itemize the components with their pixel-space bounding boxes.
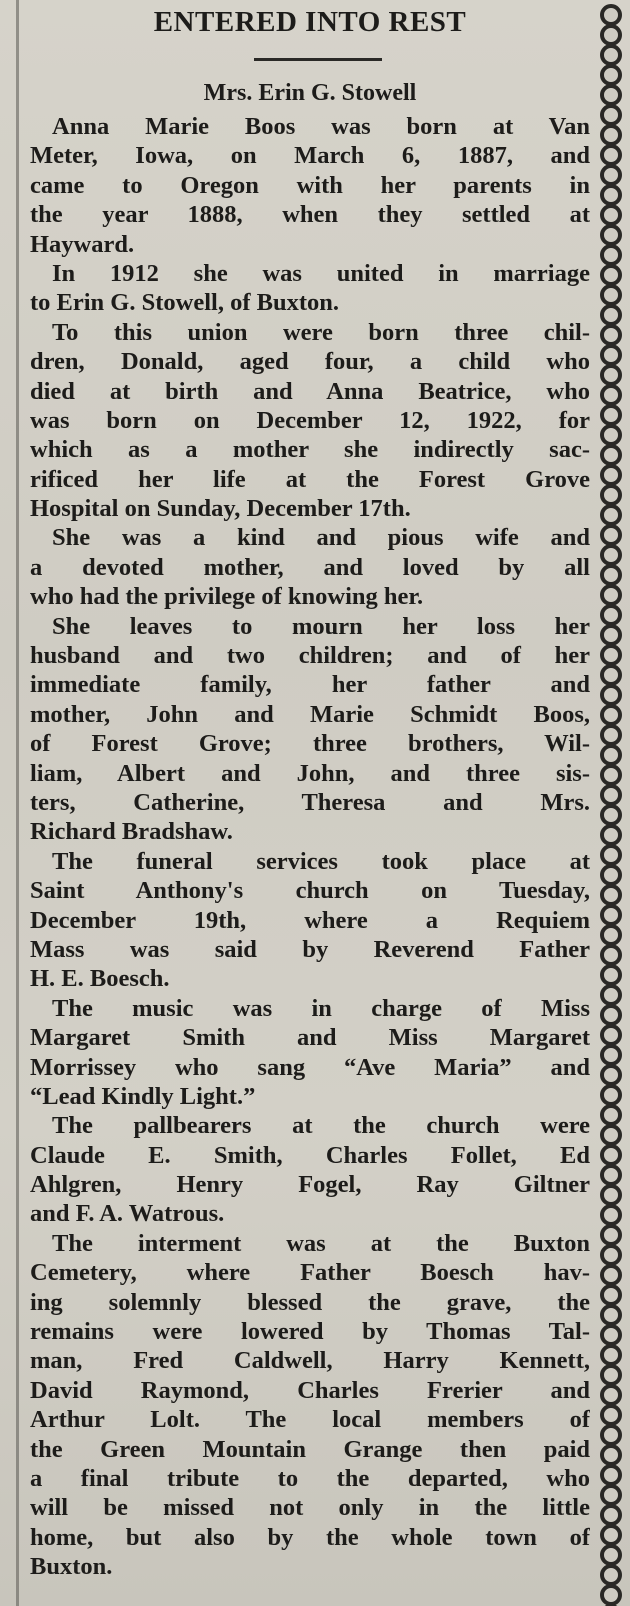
border-ring (600, 984, 622, 1006)
border-ring (600, 564, 622, 586)
text-line: dren, Donald, aged four, a child who (30, 348, 590, 376)
text-line: was born on December 12, 1922, for (30, 406, 590, 434)
text-line: which as a mother she indirectly sac- (30, 436, 590, 464)
text-line: She was a kind and pious wife and (52, 524, 590, 552)
border-ring (600, 704, 622, 726)
text-line: Meter, Iowa, on March 6, 1887, and (30, 142, 590, 170)
border-ring (600, 1564, 622, 1586)
text-line: rificed her life at the Forest Grove (30, 465, 590, 493)
border-ring (600, 544, 622, 566)
text-line: Mass was said by Reverend Father (30, 935, 590, 963)
border-ring (600, 1124, 622, 1146)
text-line: the year 1888, when they settled at (30, 201, 590, 229)
border-ring (600, 964, 622, 986)
border-ring (600, 1424, 622, 1446)
border-ring (600, 624, 622, 646)
text-line: Richard Bradshaw. (30, 818, 233, 846)
border-ring (600, 1104, 622, 1126)
border-ring (600, 404, 622, 426)
text-line: Ahlgren, Henry Fogel, Ray Giltner (30, 1171, 590, 1199)
text-line: Saint Anthony's church on Tuesday, (30, 877, 590, 905)
border-ring (600, 644, 622, 666)
border-ring (600, 1084, 622, 1106)
text-line: The funeral services took place at (52, 847, 590, 875)
border-ring (600, 124, 622, 146)
text-line: man, Fred Caldwell, Harry Kennett, (30, 1347, 590, 1375)
border-ring (600, 884, 622, 906)
border-ring (600, 824, 622, 846)
paragraph (30, 847, 590, 994)
border-ring (600, 1064, 622, 1086)
border-ring (600, 1324, 622, 1346)
border-ring (600, 284, 622, 306)
border-ring (600, 484, 622, 506)
text-line: The pallbearers at the church were (52, 1112, 590, 1140)
text-line: Anna Marie Boos was born at Van (52, 113, 590, 140)
column-rule-left (16, 0, 19, 1606)
border-ring (600, 1524, 622, 1546)
border-ring (600, 44, 622, 66)
border-ring (600, 1164, 622, 1186)
text-line: Hayward. (30, 230, 135, 258)
paragraph (30, 318, 590, 524)
border-ring (600, 344, 622, 366)
border-ring (600, 1504, 622, 1526)
border-ring (600, 24, 622, 46)
border-ring (600, 1344, 622, 1366)
text-line: mother, John and Marie Schmidt Boos, (30, 700, 590, 728)
text-line: a devoted mother, and loved by all (30, 553, 590, 581)
border-ring (600, 1544, 622, 1566)
obituary-body (30, 112, 590, 1582)
border-ring (600, 724, 622, 746)
text-line: and F. A. Watrous. (30, 1200, 225, 1228)
text-line: came to Oregon with her parents in (30, 171, 590, 199)
border-ring (600, 424, 622, 446)
text-line: Claude E. Smith, Charles Follet, Ed (30, 1141, 590, 1169)
border-ring (600, 384, 622, 406)
border-ring (600, 764, 622, 786)
text-line: In 1912 she was united in marriage (52, 259, 590, 287)
border-ring (600, 684, 622, 706)
border-ring (600, 904, 622, 926)
border-ring (600, 1484, 622, 1506)
border-ring (600, 844, 622, 866)
border-ring (600, 1184, 622, 1206)
text-line: immediate family, her father and (30, 671, 590, 699)
border-ring (600, 304, 622, 326)
border-ring (600, 164, 622, 186)
text-line: a final tribute to the departed, who (30, 1464, 590, 1492)
paragraph (30, 612, 590, 847)
text-line: who had the privilege of knowing her. (30, 583, 424, 611)
text-line: Margaret Smith and Miss Margaret (30, 1024, 590, 1052)
headline-rule (254, 58, 382, 61)
border-ring (600, 1304, 622, 1326)
obituary-column (30, 0, 590, 1606)
border-ring (600, 524, 622, 546)
border-ring (600, 1044, 622, 1066)
border-ring (600, 1004, 622, 1026)
border-ring (600, 84, 622, 106)
border-ring (600, 1244, 622, 1266)
border-ring (600, 364, 622, 386)
obituary-name: Mrs. Erin G. Stowell (203, 80, 417, 106)
text-line: Hospital on Sunday, December 17th. (30, 495, 411, 523)
text-line: ters, Catherine, Theresa and Mrs. (30, 788, 590, 816)
paragraph (30, 259, 590, 318)
border-ring (600, 1204, 622, 1226)
text-line: Buxton. (30, 1553, 113, 1581)
border-ring (600, 4, 622, 26)
border-ring (600, 64, 622, 86)
border-ring (600, 464, 622, 486)
paragraph (30, 112, 590, 259)
text-line: Morrissey who sang “Ave Maria” and (30, 1053, 590, 1081)
border-ring (600, 204, 622, 226)
border-ring (600, 744, 622, 766)
border-ring (600, 1144, 622, 1166)
text-line: Arthur Lolt. The local members of (30, 1406, 590, 1434)
border-ring (600, 604, 622, 626)
text-line: To this union were born three chil- (52, 318, 590, 346)
border-ring (600, 1224, 622, 1246)
text-line: “Lead Kindly Light.” (30, 1082, 256, 1110)
text-line: home, but also by the whole town of (30, 1523, 590, 1551)
border-ring (600, 584, 622, 606)
border-ring (600, 324, 622, 346)
border-ring (600, 184, 622, 206)
headline: ENTERED INTO REST (153, 6, 467, 38)
border-ring (600, 1024, 622, 1046)
border-ring (600, 1584, 622, 1606)
border-ring (600, 144, 622, 166)
border-ring (600, 444, 622, 466)
border-ring (600, 1404, 622, 1426)
text-line: The interment was at the Buxton (52, 1229, 590, 1257)
text-line: of Forest Grove; three brothers, Wil- (30, 730, 590, 758)
border-ring (600, 1264, 622, 1286)
paragraph (30, 1229, 590, 1582)
paragraph (30, 1111, 590, 1229)
text-line: ing solemnly blessed the grave, the (30, 1288, 590, 1316)
border-ring (600, 1444, 622, 1466)
text-line: The music was in charge of Miss (52, 994, 590, 1022)
text-line: will be missed not only in the little (30, 1494, 590, 1522)
paragraph (30, 523, 590, 611)
border-ring (600, 944, 622, 966)
border-ring (600, 244, 622, 266)
border-ring (600, 1384, 622, 1406)
border-ring (600, 924, 622, 946)
ornamental-border-right (594, 0, 630, 1606)
text-line: December 19th, where a Requiem (30, 906, 590, 934)
border-ring (600, 784, 622, 806)
border-ring (600, 224, 622, 246)
border-ring (600, 264, 622, 286)
border-ring (600, 864, 622, 886)
text-line: Cemetery, where Father Boesch hav- (30, 1259, 590, 1287)
border-ring (600, 104, 622, 126)
border-ring (600, 504, 622, 526)
text-line: to Erin G. Stowell, of Buxton. (30, 289, 339, 317)
text-line: She leaves to mourn her loss her (52, 612, 590, 640)
text-line: liam, Albert and John, and three sis- (30, 759, 590, 787)
text-line: David Raymond, Charles Frerier and (30, 1376, 590, 1404)
text-line: died at birth and Anna Beatrice, who (30, 377, 590, 405)
border-ring (600, 1284, 622, 1306)
border-ring (600, 1464, 622, 1486)
text-line: husband and two children; and of her (30, 642, 590, 670)
text-line: remains were lowered by Thomas Tal- (30, 1318, 590, 1346)
border-ring (600, 664, 622, 686)
text-line: H. E. Boesch. (30, 965, 170, 993)
text-line: the Green Mountain Grange then paid (30, 1435, 590, 1463)
border-ring (600, 804, 622, 826)
paragraph (30, 994, 590, 1112)
border-ring (600, 1364, 622, 1386)
